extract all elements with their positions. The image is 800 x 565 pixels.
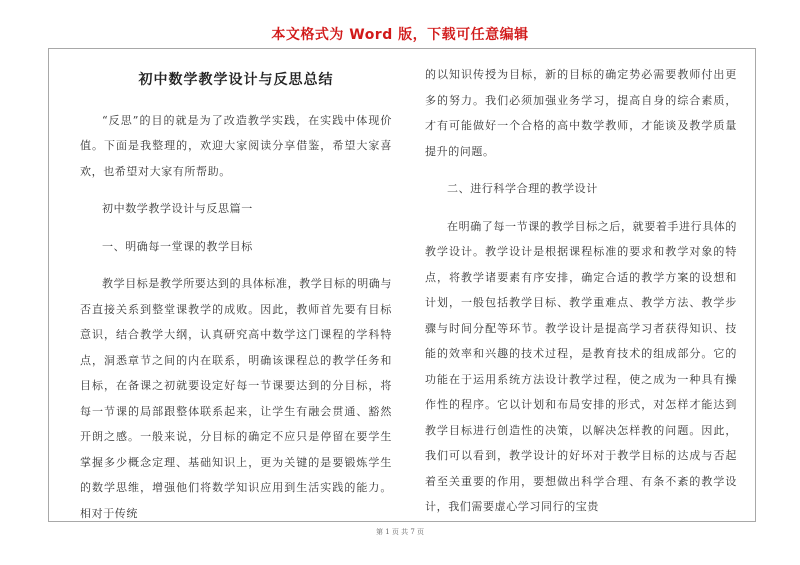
body-paragraph-2: 在明确了每一节课的教学目标之后，就要着手进行具体的教学设计。教学设计是根据课程标准的要求和教学对象的特点，将教学诸要素有序安排，确定合适的教学方案的设想和计划，一般包括教学目标、教学重难点、教学方法、教学步骤与时间分配等环节。教学设计是提高学习者获得知识、技能的效率和兴趣的技术过程，是教育技术的组成部分。它的功能在于运用系统方法设计教学过程，使之成为一种具有操作性的程序。它以计划和布局安排的形式，对怎样才能达到教学目标进行创造性的决策，以解决怎样教的问题。因此，我们可以看到，教学设计的好坏对于教学目标的达成与否起着至关重要的作用，要想做出科学合理、有条不紊的教学设计，我们需要虚心学习同行的宝贵 [425,219,737,513]
body-paragraph-continued: 的以知识传授为目标，新的目标的确定势必需要教师付出更多的努力。我们必须加强业务学习，提高自身的综合素质，才有可能做好一个合格的高中数学教师，才能谈及教学质量提升的问题。 [425,68,737,158]
subheading-1: 一、明确每一堂课的教学目标 [102,239,253,253]
subheading-2: 二、进行科学合理的教学设计 [447,182,598,195]
word-format-banner: 本文格式为 Word 版，下载可任意编辑 [271,27,529,43]
page-number: 第 1 页 共 7 页 [375,528,425,536]
right-column [425,62,737,520]
section-heading: 初中数学教学设计与反思篇一 [102,202,253,215]
body-paragraph-1: 教学目标是教学所要达到的具体标准，教学目标的明确与否直接关系到整堂课教学的成败。因此，教师首先要有目标意识，结合教学大纲，认真研究高中数学这门课程的学科特点，洞悉章节之间的内在联系，明确该课程总的教学任务和目标，在备课之初就要设定好每一节课要达到的分目标，将每一节课的局部跟整体联系起来，让学生有融会贯通、豁然开朗之感。一般来说，分目标的确定不应只是停留在要学生掌握多少概念定理、基础知识上，更为关键的是要锻炼学生的数学思维，增强他们将数学知识应用到生活实践的能力。相对于传统 [80,277,392,520]
intro-paragraph: “反思”的目的就是为了改造教学实践，在实践中体现价值。下面是我整理的，欢迎大家阅读分享借鉴，希望大家喜欢，也希望对大家有所帮助。 [80,113,392,178]
document-title: 初中数学教学设计与反思总结 [138,72,334,88]
left-column [80,60,392,526]
